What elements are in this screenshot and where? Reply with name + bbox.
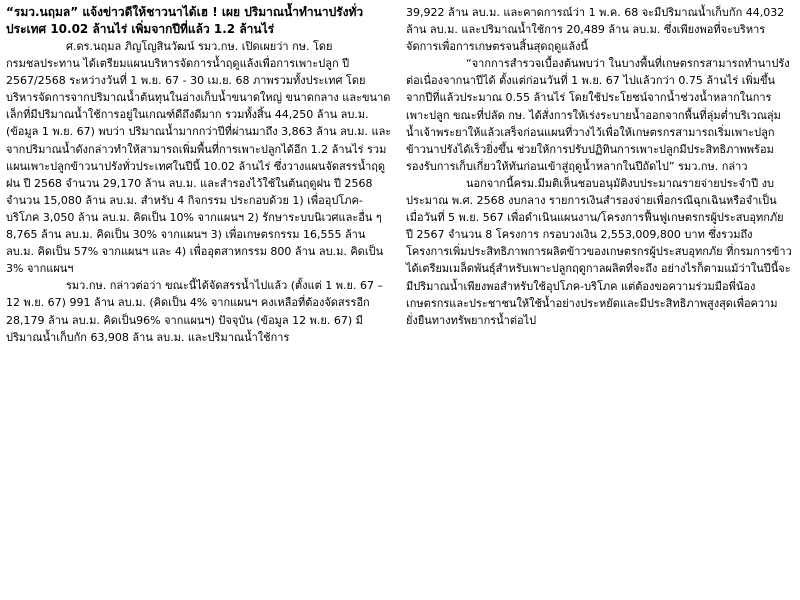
paragraph-quote: “จากการสำรวจเบื้องต้นพบว่า ในบางพื้นที่เกษตรกรสามารถทำนาปรังต่อเนื่องจากนาปีได้ ตั้งแต่ก่อนวันที่ 1 พ.ย. 67 ไปแล้วกว่า 0.75 ล้านไร่ เพิ่มขึ้นจากปีที่แล้วประมาณ 0.55 ล้านไร่ โดยใช้ประโยชน์จากน้ำช่วงน้ำหลากในการเพาะปลูก ขณะที่ปลัด กษ. ได้สั่งการให้เร่งระบายน้ำออกจากพื้นที่ลุ่มต่ำบริเวณลุ่มน้ำเจ้าพระยาให้แล้วเสร็จก่อนแผนที่วางไว้เพื่อให้เกษตรกรสามารถเริ่มเพาะปลูกข้าวนาปรังได้เร็วยิ่งขึ้น ช่วยให้การปรับปฏิทินการเพาะปลูกมีประสิทธิภาพพร้อมรองรับการเก็บเกี่ยวให้ทันก่อนเข้าสู่ฤดูน้ำหลากในปีถัดไป” รมว.กษ. กล่าว bbox=[406, 57, 790, 173]
right-column bbox=[406, 4, 794, 600]
paragraph-budget: นอกจากนี้ครม.มีมติเห็นชอบอนุมัติงบประมาณรายจ่ายประจำปี งบประมาณ พ.ศ. 2568 งบกลาง รายการเงินสำรองจ่ายเพื่อกรณีฉุกเฉินหรือจำเป็น เมื่อวันที่ 5 พ.ย. 567 เพื่อดำเนินแผนงาน/โครงการฟื้นฟูเกษตรกรผู้ประสบอุทกภัย ปี 2567 จำนวน 8 โครงการ กรอบวงเงิน 2,553,009,800 บาท ซึ่งรวมถึงโครงการเพิ่มประสิทธิภาพการผลิตข้าวของเกษตรกรผู้ประสบอุทกภัย ที่กรมการข้าวได้เตรียมเมล็ดพันธุ์สำหรับเพาะปลูกฤดูกาลผลิตที่จะถึง อย่างไรก็ตามแม้ว่าในปีนี้จะมีปริมาณน้ำเพียงพอสำหรับใช้อุปโภค-บริโภค แต่ต้องขอความร่วมมือพี่น้องเกษตรกรและประชาชนให้ใช้น้ำอย่างประหยัดและมีประสิทธิภาพสูงสุดเพื่อความยั่งยืนทางทรัพยากรน้ำต่อไป bbox=[406, 176, 792, 327]
paragraph-intro: ศ.ดร.นฤมล ภิญโญสินวัฒน์ รมว.กษ. เปิดเผยว่า กษ. โดยกรมชลประทาน ได้เตรียมแผนบริหารจัดการน้ำฤดูแล้งเพื่อการเพาะปลูก ปี 2567/2568 ระหว่างวันที่ 1 พ.ย. 67 - 30 เม.ย. 68 ภาพรวมทั้งประเทศ โดยบริหารจัดการจากปริมาณน้ำต้นทุนในอ่างเก็บน้ำขนาดใหญ่ ขนาดกลาง และขนาดเล็กที่มีปริมาณน้ำใช้การอยู่ในเกณฑ์ดีถึงดีมาก รวมทั้งสิ้น 44,250 ล้าน ลบ.ม. (ข้อมูล 1 พ.ย. 67) พบว่า ปริมาณน้ำมากกว่าปีที่ผ่านมาถึง 3,863 ล้าน ลบ.ม. และจากปริมาณน้ำดังกล่าวทำให้สามารถเพิ่มพื้นที่การเพาะปลูกได้อีก 1.2 ล้านไร่ รวมแผนเพาะปลูกข้าวนาปรังทั่วประเทศในปีนี้ 10.02 ล้านไร่ ซึ่งวางแผนจัดสรรน้ำฤดูฝน ปี 2568 จำนวน 29,170 ล้าน ลบ.ม. และสำรองไว้ใช้ในต้นฤดูฝน ปี 2568 จำนวน 15,080 ล้าน ลบ.ม. สำหรับ 4 กิจกรรม ประกอบด้วย 1) เพื่ออุปโภค-บริโภค 3,050 ล้าน ลบ.ม. คิดเป็น 10% จากแผนฯ 2) รักษาระบบนิเวศและอื่น ๆ 8,765 ล้าน ลบ.ม. คิดเป็น 30% จากแผนฯ 3) เพื่อเกษตรกรรม 16,555 ล้าน ลบ.ม. คิดเป็น 57% จากแผนฯ และ 4) เพื่ออุตสาหกรรม 800 ล้าน ลบ.ม. คิดเป็น 3% จากแผนฯ bbox=[6, 40, 392, 276]
paragraph-allocation-continued: 39,922 ล้าน ลบ.ม. และคาดการณ์ว่า 1 พ.ค. 68 จะมีปริมาณน้ำเก็บกัก 44,032 ล้าน ลบ.ม. และปริมาณน้ำใช้การ 20,489 ล้าน ลบ.ม. ซึ่งเพียงพอที่จะบริหารจัดการเพื่อการเกษตรจนสิ้นสุดฤดูแล้งนี้ bbox=[406, 6, 785, 54]
left-column bbox=[6, 4, 394, 600]
paragraph-allocation: รมว.กษ. กล่าวต่อว่า ขณะนี้ได้จัดสรรน้ำไปแล้ว (ตั้งแต่ 1 พ.ย. 67 – 12 พ.ย. 67) 991 ล้าน ลบ.ม. (คิดเป็น 4% จากแผนฯ คงเหลือที่ต้องจัดสรรอีก 28,179 ล้าน ลบ.ม. คิดเป็น96% จากแผนฯ) ปัจจุบัน (ข้อมูล 12 พ.ย. 67) มีปริมาณน้ำเก็บกัก 63,908 ล้าน ลบ.ม. และปริมาณน้ำใช้การ bbox=[6, 279, 383, 344]
article-headline: “รมว.นฤมล” แจ้งข่าวดีให้ชาวนาได้เฮ ! เผย ปริมาณน้ำทำนาปรังทั่วประเทศ 10.02 ล้านไร่ เพิ่มจากปีที่แล้ว 1.2 ล้านไร่ bbox=[6, 5, 364, 36]
